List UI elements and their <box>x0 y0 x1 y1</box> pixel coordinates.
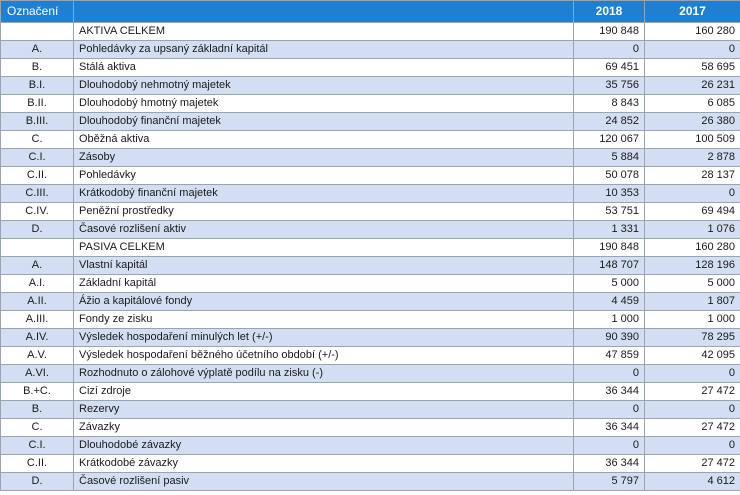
row-code: A.VI. <box>1 365 74 383</box>
table-row <box>1 401 740 419</box>
row-value-2017: 0 <box>645 41 740 59</box>
row-code: C.II. <box>1 455 74 473</box>
row-value-2017: 27 472 <box>645 419 740 437</box>
row-code: B.+C. <box>1 383 74 401</box>
row-value-2018: 148 707 <box>574 257 645 275</box>
row-name: Dlouhodobé závazky <box>74 437 574 455</box>
row-value-2018: 36 344 <box>574 455 645 473</box>
row-code: C. <box>1 419 74 437</box>
row-value-2018: 120 067 <box>574 131 645 149</box>
row-value-2017: 128 196 <box>645 257 740 275</box>
table-row <box>1 383 740 401</box>
row-code: C. <box>1 131 74 149</box>
row-code: A. <box>1 41 74 59</box>
row-value-2017: 100 509 <box>645 131 740 149</box>
table-row <box>1 365 740 383</box>
row-name: Dlouhodobý hmotný majetek <box>74 95 574 113</box>
row-name: Vlastní kapitál <box>74 257 574 275</box>
row-code: A.II. <box>1 293 74 311</box>
row-name: Stálá aktiva <box>74 59 574 77</box>
table-row <box>1 113 740 131</box>
row-name: Oběžná aktiva <box>74 131 574 149</box>
row-name: AKTIVA CELKEM <box>74 23 574 41</box>
header-row <box>1 1 740 23</box>
row-value-2018: 0 <box>574 437 645 455</box>
row-value-2018: 1 000 <box>574 311 645 329</box>
row-value-2017: 5 000 <box>645 275 740 293</box>
row-value-2018: 4 459 <box>574 293 645 311</box>
row-value-2017: 78 295 <box>645 329 740 347</box>
row-value-2017: 1 807 <box>645 293 740 311</box>
row-value-2018: 69 451 <box>574 59 645 77</box>
row-code: A.I. <box>1 275 74 293</box>
row-name: Zásoby <box>74 149 574 167</box>
row-name: Základní kapitál <box>74 275 574 293</box>
row-code: C.II. <box>1 167 74 185</box>
row-name: Rozhodnuto o zálohové výplatě podílu na zisku (-) <box>74 365 574 383</box>
row-value-2017: 27 472 <box>645 455 740 473</box>
row-name: Pohledávky za upsaný základní kapitál <box>74 41 574 59</box>
row-code: C.I. <box>1 149 74 167</box>
row-code: D. <box>1 221 74 239</box>
table-row <box>1 257 740 275</box>
row-code: B.II. <box>1 95 74 113</box>
header-code: Označení <box>1 1 74 23</box>
table-row <box>1 221 740 239</box>
row-code: A.III. <box>1 311 74 329</box>
row-value-2018: 5 000 <box>574 275 645 293</box>
row-name: Dlouhodobý finanční majetek <box>74 113 574 131</box>
row-name: Fondy ze zisku <box>74 311 574 329</box>
table-row <box>1 95 740 113</box>
row-code: C.I. <box>1 437 74 455</box>
row-value-2018: 50 078 <box>574 167 645 185</box>
table-row <box>1 41 740 59</box>
table-header <box>1 1 740 23</box>
table-row <box>1 437 740 455</box>
row-code: A.IV. <box>1 329 74 347</box>
row-name: Ážio a kapitálové fondy <box>74 293 574 311</box>
row-value-2017: 0 <box>645 185 740 203</box>
row-value-2018: 190 848 <box>574 239 645 257</box>
row-value-2017: 1 000 <box>645 311 740 329</box>
row-code: B.III. <box>1 113 74 131</box>
row-name: Dlouhodobý nehmotný majetek <box>74 77 574 95</box>
row-code: B.I. <box>1 77 74 95</box>
row-value-2018: 47 859 <box>574 347 645 365</box>
table-row <box>1 275 740 293</box>
row-name: Krátkodobé závazky <box>74 455 574 473</box>
row-value-2018: 90 390 <box>574 329 645 347</box>
row-code: B. <box>1 401 74 419</box>
row-value-2018: 10 353 <box>574 185 645 203</box>
row-code: C.IV. <box>1 203 74 221</box>
row-value-2018: 0 <box>574 365 645 383</box>
table-row <box>1 77 740 95</box>
header-year-2018: 2018 <box>574 1 645 23</box>
row-value-2017: 58 695 <box>645 59 740 77</box>
row-code: C.III. <box>1 185 74 203</box>
row-value-2017: 6 085 <box>645 95 740 113</box>
table-body <box>1 23 740 491</box>
row-code <box>1 23 74 41</box>
row-value-2017: 160 280 <box>645 239 740 257</box>
row-name: Výsledek hospodaření minulých let (+/-) <box>74 329 574 347</box>
row-value-2018: 190 848 <box>574 23 645 41</box>
table-row <box>1 203 740 221</box>
row-name: Peněžní prostředky <box>74 203 574 221</box>
row-value-2017: 26 231 <box>645 77 740 95</box>
header-name <box>74 1 574 23</box>
row-value-2017: 27 472 <box>645 383 740 401</box>
table-row <box>1 23 740 41</box>
row-value-2018: 35 756 <box>574 77 645 95</box>
table-row <box>1 311 740 329</box>
table-row <box>1 167 740 185</box>
row-value-2017: 160 280 <box>645 23 740 41</box>
row-name: Cizí zdroje <box>74 383 574 401</box>
table-row <box>1 455 740 473</box>
row-value-2018: 24 852 <box>574 113 645 131</box>
table-row <box>1 239 740 257</box>
row-name: Rezervy <box>74 401 574 419</box>
row-value-2018: 5 797 <box>574 473 645 491</box>
row-value-2017: 0 <box>645 437 740 455</box>
table-row <box>1 131 740 149</box>
row-value-2017: 1 076 <box>645 221 740 239</box>
row-code: A. <box>1 257 74 275</box>
row-value-2017: 42 095 <box>645 347 740 365</box>
header-year-2017: 2017 <box>645 1 740 23</box>
table-row <box>1 185 740 203</box>
row-value-2018: 36 344 <box>574 419 645 437</box>
row-value-2018: 36 344 <box>574 383 645 401</box>
row-code <box>1 239 74 257</box>
table-row <box>1 149 740 167</box>
row-value-2017: 4 612 <box>645 473 740 491</box>
table-row <box>1 59 740 77</box>
row-value-2018: 8 843 <box>574 95 645 113</box>
row-value-2017: 0 <box>645 401 740 419</box>
row-name: Časové rozlišení pasiv <box>74 473 574 491</box>
row-value-2018: 0 <box>574 41 645 59</box>
table-row <box>1 293 740 311</box>
row-value-2018: 0 <box>574 401 645 419</box>
row-value-2018: 1 331 <box>574 221 645 239</box>
table-row <box>1 473 740 491</box>
row-name: PASIVA CELKEM <box>74 239 574 257</box>
table-row <box>1 329 740 347</box>
row-code: A.V. <box>1 347 74 365</box>
row-name: Výsledek hospodaření běžného účetního období (+/-) <box>74 347 574 365</box>
row-value-2017: 28 137 <box>645 167 740 185</box>
row-value-2017: 0 <box>645 365 740 383</box>
row-code: B. <box>1 59 74 77</box>
row-name: Závazky <box>74 419 574 437</box>
row-name: Krátkodobý finanční majetek <box>74 185 574 203</box>
row-value-2017: 26 380 <box>645 113 740 131</box>
row-value-2017: 69 494 <box>645 203 740 221</box>
row-name: Pohledávky <box>74 167 574 185</box>
row-value-2018: 53 751 <box>574 203 645 221</box>
row-name: Časové rozlišení aktiv <box>74 221 574 239</box>
row-code: D. <box>1 473 74 491</box>
row-value-2017: 2 878 <box>645 149 740 167</box>
table-row <box>1 419 740 437</box>
row-value-2018: 5 884 <box>574 149 645 167</box>
table-row <box>1 347 740 365</box>
